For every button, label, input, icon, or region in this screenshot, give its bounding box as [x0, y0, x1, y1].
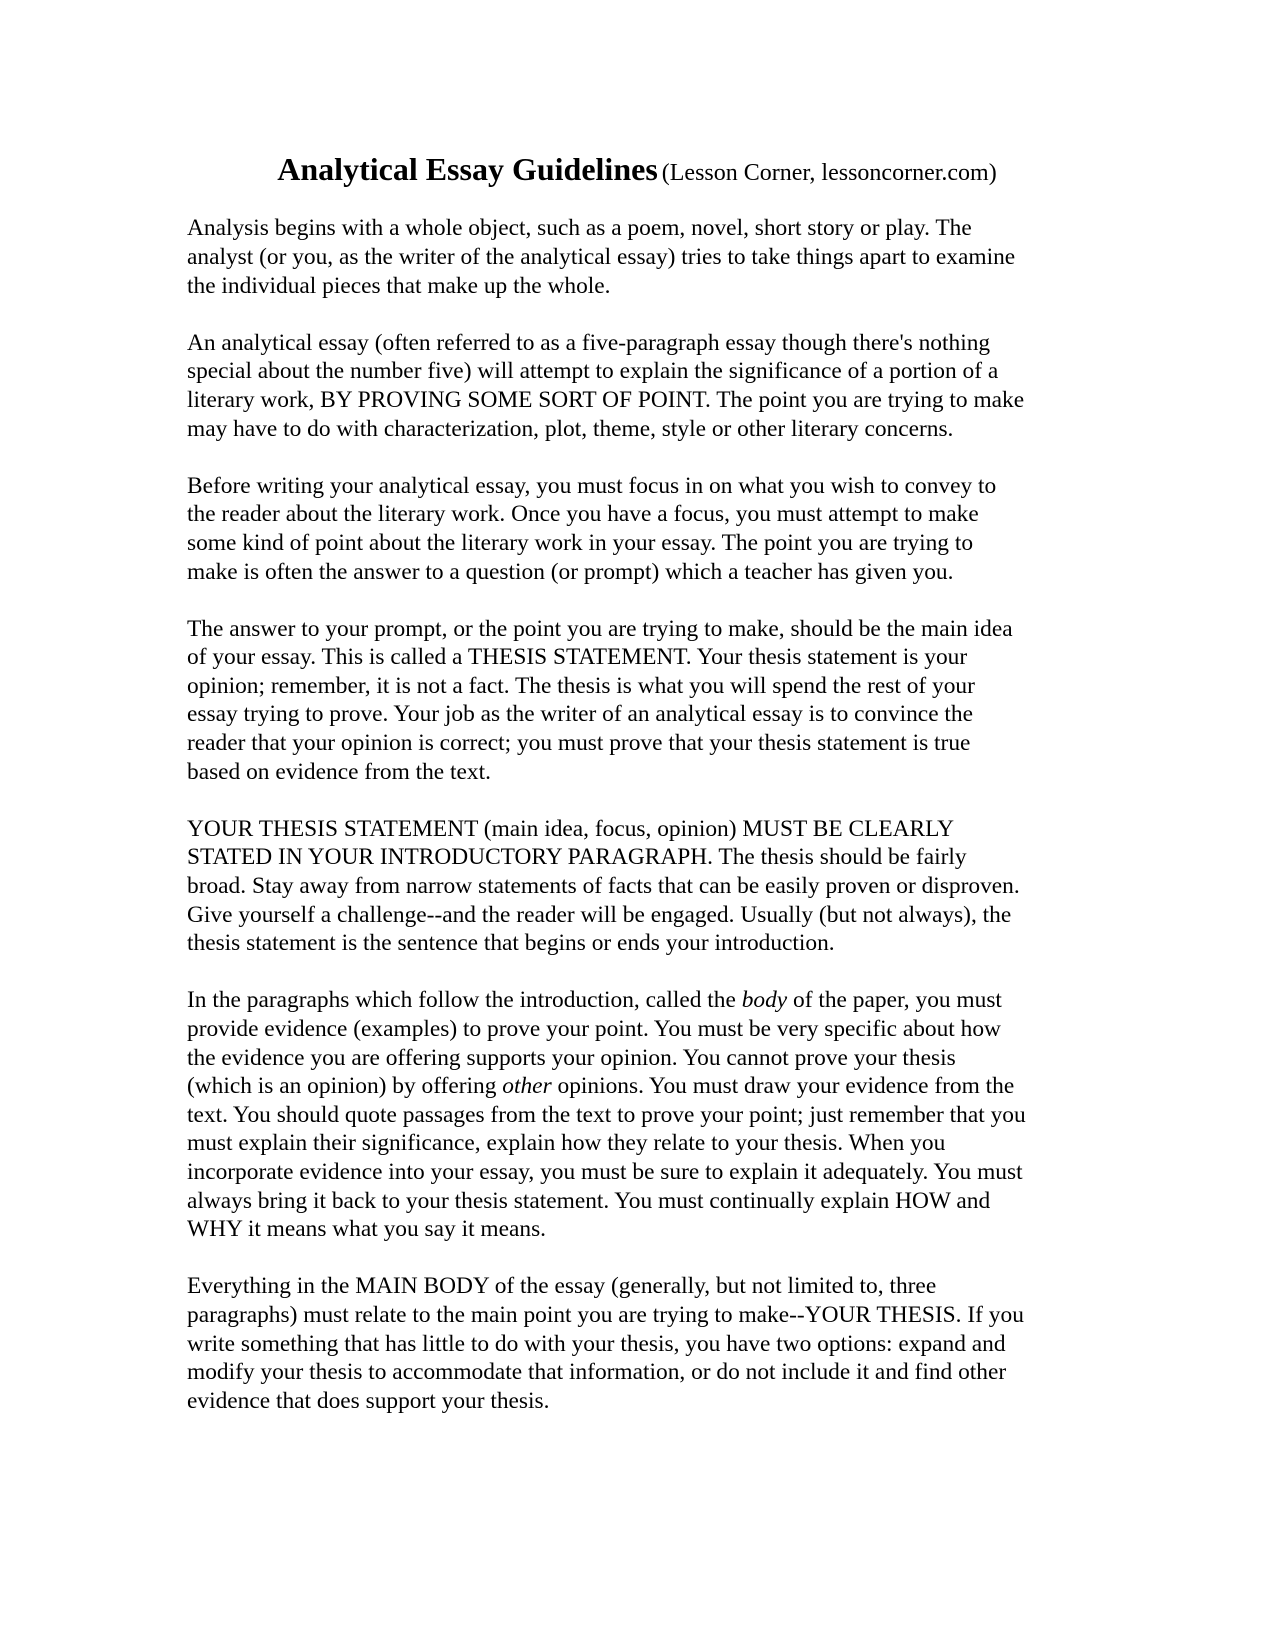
- paragraph-5: [187, 815, 1087, 958]
- text-line: analyst (or you, as the writer of the analytical essay) tries to take things apart to examine: [187, 243, 1016, 270]
- text-line: Give yourself a challenge--and the reader will be engaged. Usually (but not always), the: [187, 901, 1012, 928]
- text-segment: (which is an opinion) by offering: [187, 1073, 503, 1100]
- text-line: STATED IN YOUR INTRODUCTORY PARAGRAPH. The thesis should be fairly: [187, 844, 967, 871]
- text-line: essay trying to prove. Your job as the writer of an analytical essay is to convince the: [187, 701, 973, 728]
- text-line: reader that your opinion is correct; you must prove that your thesis statement is true: [187, 730, 971, 757]
- text-line: evidence that does support your thesis.: [187, 1387, 550, 1414]
- text-line: Before writing your analytical essay, you must focus in on what you wish to convey to: [187, 472, 997, 499]
- paragraph-3: [187, 472, 1087, 586]
- text-line: special about the number five) will attempt to explain the significance of a portion of a: [187, 358, 999, 385]
- text-line: of your essay. This is called a THESIS STATEMENT. Your thesis statement is your: [187, 644, 968, 671]
- text-line: modify your thesis to accommodate that information, or do not include it and find other: [187, 1359, 1007, 1386]
- text-line: thesis statement is the sentence that begins or ends your introduction.: [187, 930, 835, 957]
- document-title: [187, 150, 1087, 188]
- text-line: The answer to your prompt, or the point you are trying to make, should be the main idea: [187, 615, 1013, 642]
- text-line: An analytical essay (often referred to as a five-paragraph essay though there's nothing: [187, 329, 991, 356]
- text-line: the evidence you are offering supports your opinion. You cannot prove your thesis: [187, 1044, 956, 1071]
- text-line: may have to do with characterization, plot, theme, style or other literary concerns.: [187, 415, 954, 442]
- text-line: [187, 986, 1087, 1015]
- text-line: WHY it means what you say it means.: [187, 1216, 547, 1243]
- text-line: [187, 1072, 1087, 1101]
- emphasis-other: other: [502, 1073, 552, 1100]
- title-source: [662, 160, 997, 186]
- document-page: [187, 150, 1087, 1444]
- text-line: provide evidence (examples) to prove your point. You must be very specific about how: [187, 1016, 1001, 1043]
- text-line: the reader about the literary work. Once you have a focus, you must attempt to make: [187, 501, 979, 528]
- text-line: text. You should quote passages from the text to prove your point; just remember that you: [187, 1101, 1026, 1128]
- text-line: Everything in the MAIN BODY of the essay (generally, but not limited to, three: [187, 1273, 937, 1300]
- title-source-text: (Lesson Corner, lessoncorner.com): [661, 160, 997, 186]
- paragraph-4: [187, 615, 1087, 787]
- text-line: opinion; remember, it is not a fact. The thesis is what you will spend the rest of your: [187, 672, 975, 699]
- emphasis-body: body: [741, 987, 788, 1014]
- text-line: write something that has little to do with your thesis, you have two options: expand and: [187, 1330, 1006, 1357]
- paragraph-2: [187, 329, 1087, 443]
- text-line: broad. Stay away from narrow statements of facts that can be easily proven or disproven.: [187, 873, 1020, 900]
- text-line: based on evidence from the text.: [187, 758, 491, 785]
- text-line: make is often the answer to a question (or prompt) which a teacher has given you.: [187, 558, 954, 585]
- text-line: YOUR THESIS STATEMENT (main idea, focus, opinion) MUST BE CLEARLY: [187, 815, 954, 842]
- text-line: always bring it back to your thesis statement. You must continually explain HOW and: [187, 1187, 991, 1214]
- paragraph-1: [187, 214, 1087, 300]
- text-segment: In the paragraphs which follow the introduction, called the: [187, 987, 742, 1014]
- text-line: incorporate evidence into your essay, you must be sure to explain it adequately. You must: [187, 1158, 1023, 1185]
- paragraph-6: [187, 986, 1087, 1243]
- text-line: literary work, BY PROVING SOME SORT OF POINT. The point you are trying to make: [187, 386, 1025, 413]
- text-line: some kind of point about the literary work in your essay. The point you are trying to: [187, 529, 974, 556]
- text-segment: opinions. You must draw your evidence from the: [551, 1073, 1015, 1100]
- text-line: paragraphs) must relate to the main point you are trying to make--YOUR THESIS. If you: [187, 1301, 1024, 1328]
- text-segment: of the paper, you must: [787, 987, 1002, 1014]
- title-main: Analytical Essay Guidelines: [277, 151, 658, 187]
- text-line: must explain their significance, explain how they relate to your thesis. When you: [187, 1130, 946, 1157]
- text-line: Analysis begins with a whole object, such as a poem, novel, short story or play. The: [187, 215, 972, 242]
- text-line: the individual pieces that make up the whole.: [187, 272, 611, 299]
- paragraph-7: [187, 1272, 1087, 1415]
